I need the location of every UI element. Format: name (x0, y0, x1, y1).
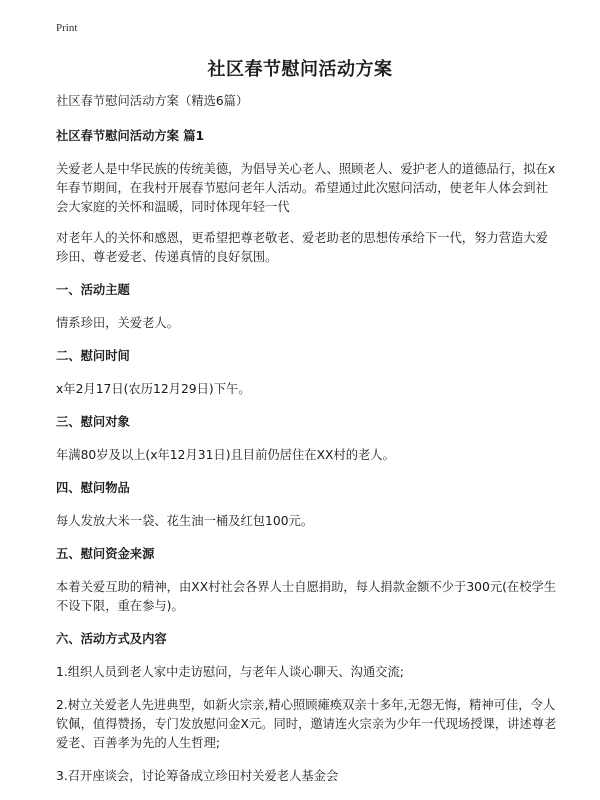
print-link[interactable]: Print (56, 22, 78, 34)
section-text-funding: 本着关爱互助的精神，由XX村社会各界人士自愿捐助，每人捐款金额不少于300元(在校学生不设下限，重在参与)。 (56, 580, 557, 613)
section-heading-funding: 五、慰问资金来源 (56, 547, 155, 561)
document-title: 社区春节慰问活动方案 (207, 59, 393, 80)
section-heading-activities: 六、活动方式及内容 (56, 632, 167, 646)
document-body (56, 92, 560, 800)
intro-paragraph: 关爱老人是中华民族的传统美德，为倡导关心老人、照顾老人、爱护老人的道德品行，拟在x年春节期间，在我村开展春节慰问老年人活动。希望通过此次慰问活动，使老年人体会到社会大家庭的关怀和温暖，同时体现年轻一代 (56, 162, 556, 214)
document-subtitle: 社区春节慰问活动方案（精选6篇） (56, 94, 249, 108)
section-heading-time: 二、慰问时间 (56, 349, 130, 363)
intro-paragraph: 对老年人的关怀和感恩，更希望把尊老敬老、爱老助老的思想传承给下一代，努力营造大爱珍田、尊老爱老、传递真情的良好氛围。 (56, 231, 548, 264)
activity-item: 1.组织人员到老人家中走访慰问，与老年人谈心聊天、沟通交流; (56, 665, 404, 679)
section-heading-theme: 一、活动主题 (56, 283, 130, 297)
activity-item: 3.召开座谈会，讨论筹备成立珍田村关爱老人基金会 (56, 769, 339, 783)
section-heading-target: 三、慰问对象 (56, 415, 130, 429)
section-heading-items: 四、慰问物品 (56, 481, 130, 495)
section-text-items: 每人发放大米一袋、花生油一桶及红包100元。 (56, 514, 314, 528)
section-text-target: 年满80岁及以上(x年12月31日)且目前仍居住在XX村的老人。 (56, 448, 395, 462)
activity-item: 2.树立关爱老人先进典型，如新火宗亲,精心照顾瘫痪双亲十多年,无怨无悔，精神可佳，令人钦佩，值得赞扬，专门发放慰问金X元。同时，邀请连火宗亲为少年一代现场授课，讲述尊老爱老、百善孝为先的人生哲理; (56, 698, 557, 750)
article-heading: 社区春节慰问活动方案 篇1 (56, 129, 205, 143)
section-text-theme: 情系珍田，关爱老人。 (56, 316, 179, 330)
section-text-time: x年2月17日(农历12月29日)下午。 (56, 382, 251, 396)
